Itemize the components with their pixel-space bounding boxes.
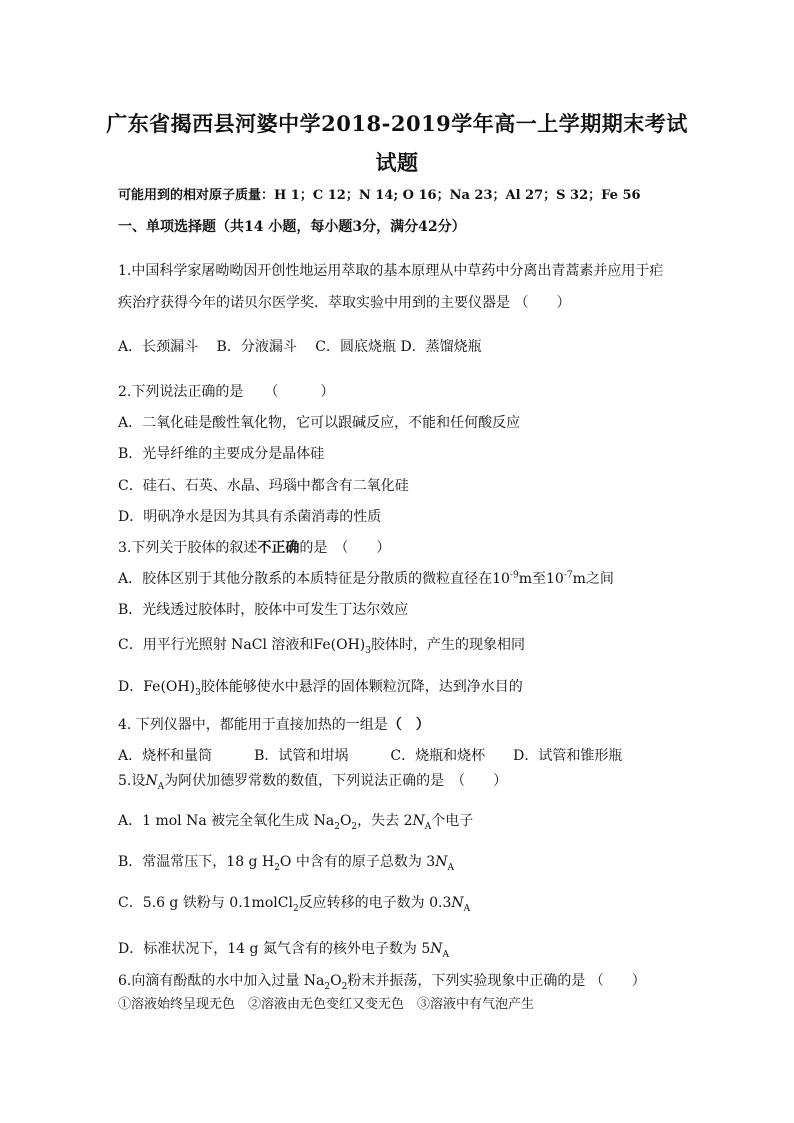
question-2-option-b: B．光导纤维的主要成分是晶体硅 [118,446,325,462]
question-2-stem: 2.下列说法正确的是 （ ） [118,384,335,400]
question-4-options: A．烧杯和量筒 B．试管和坩埚 C．烧瓶和烧杯 D．试管和锥形瓶 [118,748,623,764]
question-6-stem: 6.向滴有酚酞的水中加入过量 $Na_2O_2$粉末并振荡，下列实验现象中正确的是 （ ） [118,973,646,992]
question-5-option-d: D．标准状况下，14 g 氮气含有的核外电子数为 $5N_A$ [118,941,450,960]
question-1-stem: 1.中国科学家屠呦呦因开创性地运用萃取的基本原理从中草药中分离出青蒿素并应用于疟 [118,263,664,279]
question-5-stem: 5.设$N_A$为阿伏加德罗常数的数值，下列说法正确的是 （ ） [118,773,508,792]
question-2-option-d: D．明矾净水是因为其具有杀菌消毒的性质 [118,509,382,525]
question-3-option-d: D．$Fe(OH)_3$胶体能够使水中悬浮的固体颗粒沉降，达到净水目的 [118,679,523,698]
question-6-items: ①溶液始终呈现无色 ②溶液由无色变红又变无色 ③溶液中有气泡产生 [118,997,535,1012]
question-2-option-a: A．二氧化硅是酸性氧化物，它可以跟碱反应，不能和任何酸反应 [118,415,521,431]
question-2-option-c: C．硅石、石英、水晶、玛瑙中都含有二氧化硅 [118,478,409,494]
question-5-option-a: A．1 mol Na 被完全氧化生成 $Na_2O_2$，失去 $2N_A$个电子 [118,813,474,832]
question-3-option-b: B．光线透过胶体时，胶体中可发生丁达尔效应 [118,602,409,618]
exam-title-continued: 试题 [375,150,419,175]
exam-title: 广东省揭西县河婆中学2018-2019学年高一上学期期末考试 [106,111,688,136]
question-5-option-c: C．5.6 g 铁粉与 0.1molCl$_2$反应转移的电子数为 $0.3N_A$ [118,895,471,914]
section-heading: 一、单项选择题（共14 小题，每小题3分，满分42分） [118,219,466,235]
question-4-stem: 4. 下列仪器中，都能用于直接加热的一组是（ ） [118,717,430,733]
question-3-stem: 3.下列关于胶体的叙述不正确的是 （ ） [118,540,391,556]
question-3-option-c: C．用平行光照射 NaCl 溶液和$Fe(OH)_3$胶体时，产生的现象相同 [118,637,525,656]
question-5-option-b: B．常温常压下，18 g $H_2O$ 中含有的原子总数为 $3N_A$ [118,854,454,873]
question-1-options: A．长颈漏斗 B．分液漏斗 C．圆底烧瓶 D．蒸馏烧瓶 [118,339,482,355]
emphasis-not-correct: 不正确 [257,540,300,556]
atomic-masses: 可能用到的相对原子质量：H 1；C 12；N 14; O 16；Na 23；Al 27；S 32；Fe 56 [118,188,641,203]
question-3-option-a: A．胶体区别于其他分散系的本质特征是分散质的微粒直径在$10^{-9}m$至$10^{-7}m$之间 [118,570,614,587]
question-1-stem-continued: 疾治疗获得今年的诺贝尔医学奖．萃取实验中用到的主要仪器是 （ ） [118,295,571,311]
